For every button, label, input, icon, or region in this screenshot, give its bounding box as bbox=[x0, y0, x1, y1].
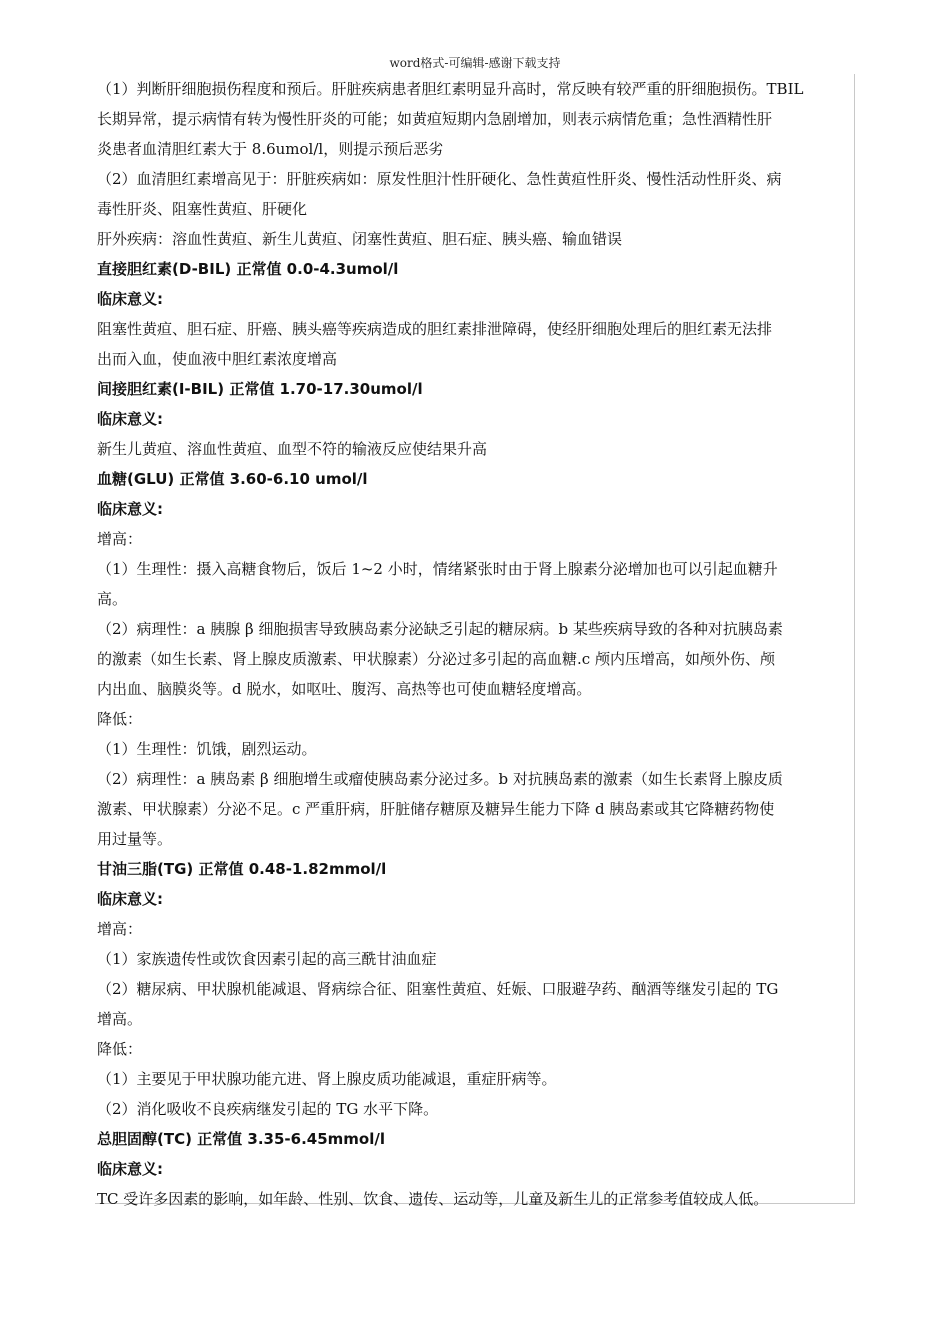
paragraph-line: （1）生理性：饥饿，剧烈运动。 bbox=[97, 740, 317, 758]
paragraph-line: （2）病理性：a 胰岛素 β 细胞增生或瘤使胰岛素分泌过多。b 对抗胰岛素的激素（如生长素肾上腺皮质 bbox=[97, 770, 783, 788]
paragraph-line: （1）生理性：摄入高糖食物后，饭后 1~2 小时，情绪紧张时由于肾上腺素分泌增加也可以引起血糖升 bbox=[97, 560, 778, 578]
section-heading: 临床意义: bbox=[97, 890, 163, 908]
paragraph-line: （1）判断肝细胞损伤程度和预后。肝脏疾病患者胆红素明显升高时，常反映有较严重的肝细胞损伤。TBIL bbox=[97, 80, 804, 98]
paragraph-line: 阻塞性黄疸、胆石症、肝癌、胰头癌等疾病造成的胆红素排泄障碍，使经肝细胞处理后的胆红素无法排 bbox=[97, 320, 773, 338]
paragraph-line: 长期异常，提示病情有转为慢性肝炎的可能；如黄疸短期内急剧增加，则表示病情危重；急性酒精性肝 bbox=[97, 110, 773, 128]
section-heading: 临床意义: bbox=[97, 500, 163, 518]
paragraph-line: （2）血清胆红素增高见于：肝脏疾病如：原发性胆汁性肝硬化、急性黄疸性肝炎、慢性活动性肝炎、病 bbox=[97, 170, 782, 188]
document-body bbox=[95, 74, 855, 1208]
paragraph-line: 激素、甲状腺素）分泌不足。c 严重肝病，肝脏储存糖原及糖异生能力下降 d 胰岛素或其它降糖药物使 bbox=[97, 800, 775, 818]
paragraph-line: 降低： bbox=[97, 710, 143, 728]
page-header: word格式-可编辑-感谢下载支持 bbox=[389, 56, 561, 70]
paragraph-line: 用过量等。 bbox=[97, 830, 173, 848]
paragraph-line: 毒性肝炎、阻塞性黄疸、肝硬化 bbox=[97, 200, 308, 218]
paragraph-line: 降低： bbox=[97, 1040, 143, 1058]
paragraph-line: （2）病理性：a 胰腺 β 细胞损害导致胰岛素分泌缺乏引起的糖尿病。b 某些疾病导致的各种对抗胰岛素 bbox=[97, 620, 783, 638]
section-heading: 临床意义: bbox=[97, 410, 163, 428]
paragraph-line: 增高： bbox=[97, 530, 143, 548]
paragraph-line: 的激素（如生长素、肾上腺皮质激素、甲状腺素）分泌过多引起的高血糖.c 颅内压增高，如颅外伤、颅 bbox=[97, 650, 775, 668]
paragraph-line: TC 受许多因素的影响，如年龄、性别、饮食、遗传、运动等，儿童及新生儿的正常参考值较成人低。 bbox=[97, 1190, 769, 1208]
section-heading: 间接胆红素(I-BIL) 正常值 1.70-17.30umol/l bbox=[97, 380, 423, 398]
section-heading: 甘油三脂(TG) 正常值 0.48-1.82mmol/l bbox=[97, 860, 387, 878]
paragraph-line: （2）消化吸收不良疾病继发引起的 TG 水平下降。 bbox=[97, 1100, 439, 1118]
paragraph-line: 炎患者血清胆红素大于 8.6umol/l，则提示预后恶劣 bbox=[97, 140, 444, 158]
section-heading: 临床意义: bbox=[97, 1160, 163, 1178]
paragraph-line: 高。 bbox=[97, 590, 128, 608]
paragraph-line: 出而入血，使血液中胆红素浓度增高 bbox=[97, 350, 338, 368]
paragraph-line: （2）糖尿病、甲状腺机能减退、肾病综合征、阻塞性黄疸、妊娠、口服避孕药、酗酒等继发引起的 TG bbox=[97, 980, 779, 998]
paragraph-line: 内出血、脑膜炎等。d 脱水，如呕吐、腹泻、高热等也可使血糖轻度增高。 bbox=[97, 680, 592, 698]
section-heading: 直接胆红素(D-BIL) 正常值 0.0-4.3umol/l bbox=[97, 260, 399, 278]
paragraph-line: 增高： bbox=[97, 920, 143, 938]
paragraph-line: 新生儿黄疸、溶血性黄疸、血型不符的输液反应使结果升高 bbox=[97, 440, 488, 458]
paragraph-line: 增高。 bbox=[97, 1010, 143, 1028]
section-heading: 总胆固醇(TC) 正常值 3.35-6.45mmol/l bbox=[97, 1130, 385, 1148]
paragraph-line: （1）家族遗传性或饮食因素引起的高三酰甘油血症 bbox=[97, 950, 437, 968]
section-heading: 临床意义: bbox=[97, 290, 163, 308]
paragraph-line: （1）主要见于甲状腺功能亢进、肾上腺皮质功能减退，重症肝病等。 bbox=[97, 1070, 557, 1088]
paragraph-line: 肝外疾病：溶血性黄疸、新生儿黄疸、闭塞性黄疸、胆石症、胰头癌、输血错误 bbox=[97, 230, 623, 248]
section-heading: 血糖(GLU) 正常值 3.60-6.10 umol/l bbox=[97, 470, 368, 488]
